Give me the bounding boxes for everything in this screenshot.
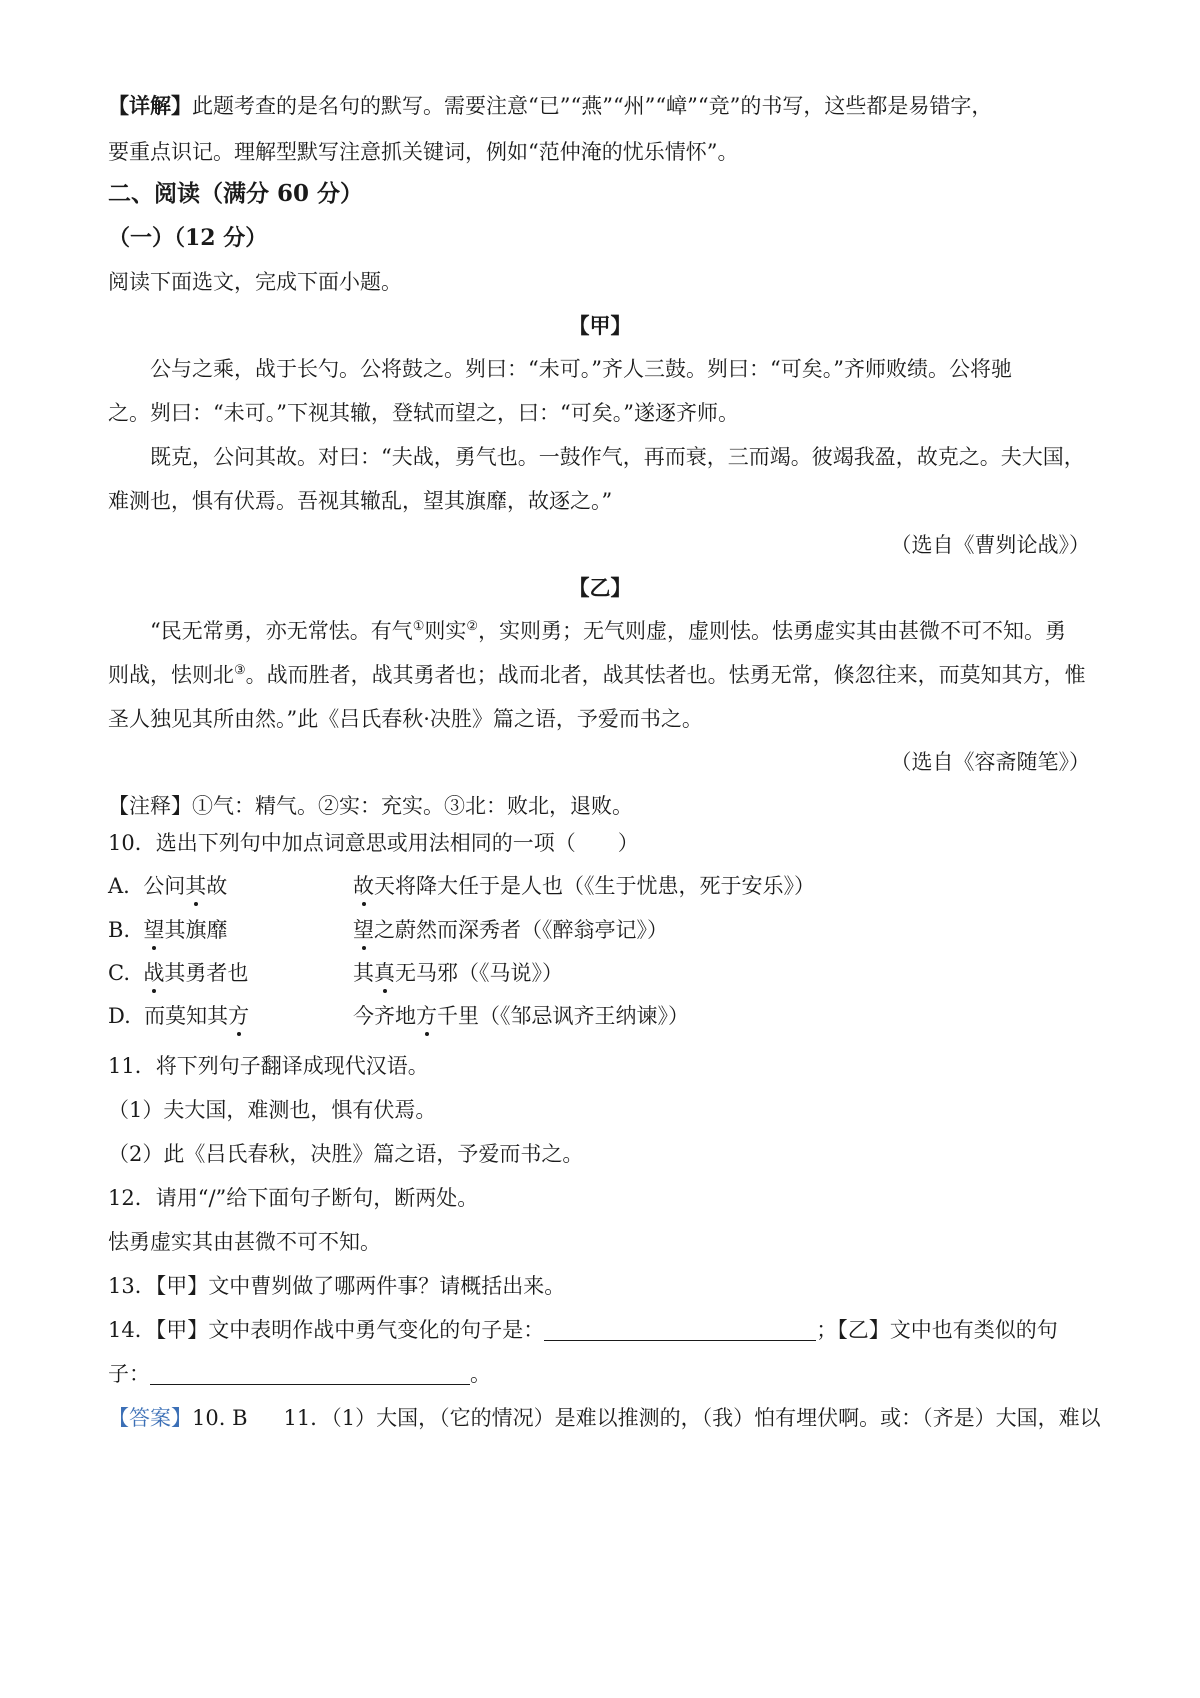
note-ref-3: ③ [234,663,246,678]
dotted-char: 其 [185,874,207,898]
answer-blank-2[interactable] [150,1362,470,1385]
jia-p2-line2: 难测也，惧有伏焉。吾视其辙乱，望其旗靡，故逐之。” [108,489,613,513]
q13-stem: 13．【甲】文中曹刿做了哪两件事？请概括出来。 [108,1274,566,1298]
dotted-char: 战 [143,961,165,985]
jia-source: （选自《曹刿论战》） [890,533,1090,557]
answer-q10: 10. B [192,1406,248,1430]
q14-line1: 14．【甲】文中表明作战中勇气变化的句子是： ；【乙】文中也有类似的句 [108,1318,1058,1342]
yi-line1: “民无常勇，亦无常怯。有气①则实②，实则勇；无气则虚，虚则怯。怯勇虚实其由甚微不可不知。勇 [150,619,1067,643]
instruction: 阅读下面选文，完成下面小题。 [108,270,402,294]
q11-sentence-2: （2）此《吕氏春秋，决胜》篇之语，予爱而书之。 [108,1142,584,1166]
xiangjie-line-2: 要重点识记。理解型默写注意抓关键词，例如“范仲淹的忧乐情怀”。 [108,140,739,164]
document-page: 【详解】此题考查的是名句的默写。需要注意“已”“燕”“州”“嶂”“竞”的书写，这些都是易错字， 要重点识记。理解型默写注意抓关键词，例如“范仲淹的忧乐情怀”。 二、阅读（满分 60 分） （一）（12 分） 阅读下面选文，完成下面小题。 【甲】 公与之乘，战于长勺。公将鼓之。刿曰：“未可。”齐人三鼓。刿曰：“可矣。”齐师败绩。公将驰 之。刿曰：“未可。”下视其辙，登轼而望之，曰：“可矣。”遂逐齐师。 既克，公问其故。对曰：“夫战，勇气也。一鼓作气，再而衰，三而竭。彼竭我盈，故克之。夫大国， 难测也，惧有伏焉。吾视其辙乱，望其旗靡，故逐之。” （选自《曹刿论战》） 【乙】 “民无常勇，亦无常怯。有气①则实②，实则勇；无气则虚，虚则怯。怯勇虚实其由甚微不可不知。勇 则战，怯则北③。战而胜者，战其勇者也；战而北者，战其怯者也。怯勇无常，倏忽往来，而莫知其方，惟 圣人独见其所由然。”此《吕氏春秋·决胜》篇之语，予爱而书之。 （选自《容斋随笔》） 【注释】①气：精气。②实：充实。③北：败北，退败。 10．选出下列句中加点词意思或用法相同的一项（ ） A. 公问其故 故天将降大任于是人也（《生于忧患，死于安乐》） B. 望其旗靡 望之蔚然而深秀者（《醉翁亭记》） C. 战其勇者也 其真无马邪（《马说》） D. 而莫知其方 今齐地方千里（《邹忌讽齐王纳谏》） 11．将下列句子翻译成现代汉语。 （1）夫大国，难测也，惧有伏焉。 （2）此《吕氏春秋，决胜》篇之语，予爱而书之。 12．请用“/”给下面句子断句，断两处。 怯勇虚实其由甚微不可不知。 13．【甲】文中曹刿做了哪两件事？请概括出来。 14．【甲】文中表明作战中勇气变化的句子是： ；【乙】文中也有类似的句 子： 。 【答案】10. B 11．（1）大国，（它的情况）是难以推测的，（我）怕有埋伏啊。或：（齐是）大国，难以 [0,0,1200,1698]
section-subtitle: （一）（12 分） [108,225,268,251]
q12-stem: 12．请用“/”给下面句子断句，断两处。 [108,1186,479,1210]
notes: 【注释】①气：精气。②实：充实。③北：败北，退败。 [108,794,633,818]
dotted-char: 方 [228,1004,250,1028]
answer-line [108,1404,1101,1432]
q14-line2: 子： 。 [108,1362,491,1386]
passage-jia-label: 【甲】 [568,313,632,338]
jia-p1-line1: 公与之乘，战于长勺。公将鼓之。刿曰：“未可。”齐人三鼓。刿曰：“可矣。”齐师败绩。公将驰 [150,357,1012,381]
q12-text: 怯勇虚实其由甚微不可不知。 [108,1230,381,1254]
yi-line3: 圣人独见其所由然。”此《吕氏春秋·决胜》篇之语，予爱而书之。 [108,707,703,731]
q11-sentence-1: （1）夫大国，难测也，惧有伏焉。 [108,1098,437,1122]
q10-stem: 10．选出下列句中加点词意思或用法相同的一项（ ） [108,831,639,855]
answer-label: 【答案】 [108,1406,192,1430]
yi-line2: 则战，怯则北③。战而胜者，战其勇者也；战而北者，战其怯者也。怯勇无常，倏忽往来，而莫知其方，惟 [108,663,1086,687]
note-ref-2: ② [466,619,479,634]
yi-source: （选自《容斋随笔》） [890,750,1090,774]
jia-p1-line2: 之。刿曰：“未可。”下视其辙，登轼而望之，曰：“可矣。”遂逐齐师。 [108,401,739,425]
dotted-char: 故 [353,874,374,898]
q11-stem: 11．将下列句子翻译成现代汉语。 [108,1054,429,1078]
dotted-char: 方 [416,1004,437,1028]
dotted-char: 望 [353,918,374,942]
xiangjie-line-1: 【详解】此题考查的是名句的默写。需要注意“已”“燕”“州”“嶂”“竞”的书写，这些都是易错字， [108,93,993,118]
answer-q11: 11．（1）大国，（它的情况）是难以推测的，（我）怕有埋伏啊。或：（齐是）大国，难以 [283,1406,1101,1430]
section-title: 二、阅读（满分 60 分） [108,180,364,207]
answer-blank-1[interactable] [544,1318,816,1341]
dotted-text: 相同 [449,831,492,855]
dotted-char: 望 [143,918,165,942]
passage-yi-label: 【乙】 [568,575,632,600]
xiangjie-label: 【详解】 [108,93,192,118]
dotted-char: 真 [374,961,395,985]
note-ref-1: ① [412,619,425,634]
jia-p2-line1: 既克，公问其故。对曰：“夫战，勇气也。一鼓作气，再而衰，三而竭。彼竭我盈，故克之。夫大国， [150,445,1085,469]
